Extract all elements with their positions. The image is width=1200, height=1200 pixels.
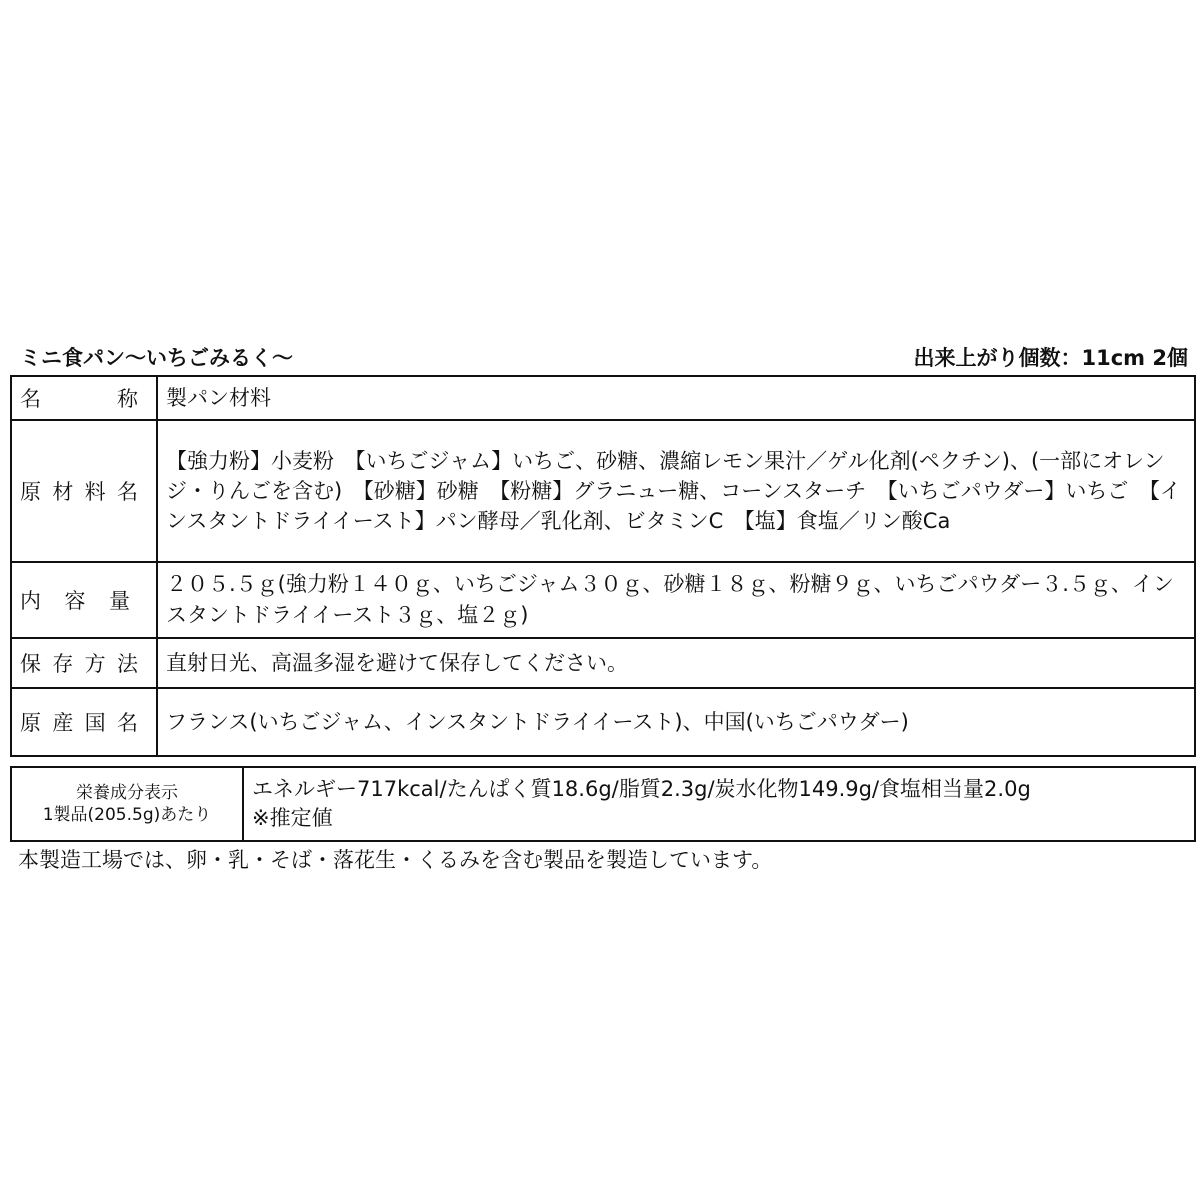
table-row	[11, 638, 1195, 688]
row-value-origin: フランス(いちごジャム、インスタントドライイースト)、中国(いちごパウダー)	[157, 688, 1195, 756]
label-header	[20, 342, 1188, 374]
row-label-storage: 保 存 方 法	[11, 638, 157, 688]
product-title: ミニ食パン〜いちごみるく〜	[20, 346, 293, 370]
nutrition-value	[243, 767, 1195, 841]
table-row	[11, 688, 1195, 756]
row-label-origin: 原 産 国 名	[11, 688, 157, 756]
row-value-storage: 直射日光、高温多湿を避けて保存してください。	[157, 638, 1195, 688]
nutrition-table	[10, 766, 1196, 842]
row-value-ingredients: 【強力粉】小麦粉 【いちごジャム】いちご、砂糖、濃縮レモン果汁／ゲル化剤(ペクチン)、(一部にオレンジ・りんごを含む) 【砂糖】砂糖 【粉糖】グラニュー糖、コーンスターチ 【いちごパウダー】いちご 【インスタントドライイースト】パン酵母／乳化剤、ビタミンC 【塩】食塩／リン酸Ca	[157, 420, 1195, 562]
row-value-name: 製パン材料	[157, 376, 1195, 420]
row-label-ingredients: 原 材 料 名	[11, 420, 157, 562]
row-value-contents: ２０５.５ｇ(強力粉１４０ｇ、いちごジャム３０ｇ、砂糖１８ｇ、粉糖９ｇ、いちごパウダー３.５ｇ、インスタントドライイースト３ｇ、塩２ｇ)	[157, 562, 1195, 638]
row-label-name: 名 称	[11, 376, 157, 420]
nutrition-note: ※推定値	[252, 806, 333, 830]
nutrition-label-basis: 1製品(205.5g)あたり	[42, 805, 212, 825]
table-row	[11, 376, 1195, 420]
nutrition-label	[11, 767, 243, 841]
row-label-contents: 内 容 量	[11, 562, 157, 638]
yield-count: 出来上がり個数：11cm 2個	[913, 346, 1188, 370]
ingredients-table	[10, 375, 1196, 757]
table-row	[11, 420, 1195, 562]
table-row	[11, 562, 1195, 638]
table-row	[11, 767, 1195, 841]
nutrition-facts: エネルギー717kcal/たんぱく質18.6g/脂質2.3g/炭水化物149.9g/食塩相当量2.0g	[252, 777, 1031, 801]
nutrition-label-title: 栄養成分表示	[76, 783, 178, 803]
allergen-notice: 本製造工場では、卵・乳・そば・落花生・くるみを含む製品を製造しています。	[18, 848, 773, 872]
